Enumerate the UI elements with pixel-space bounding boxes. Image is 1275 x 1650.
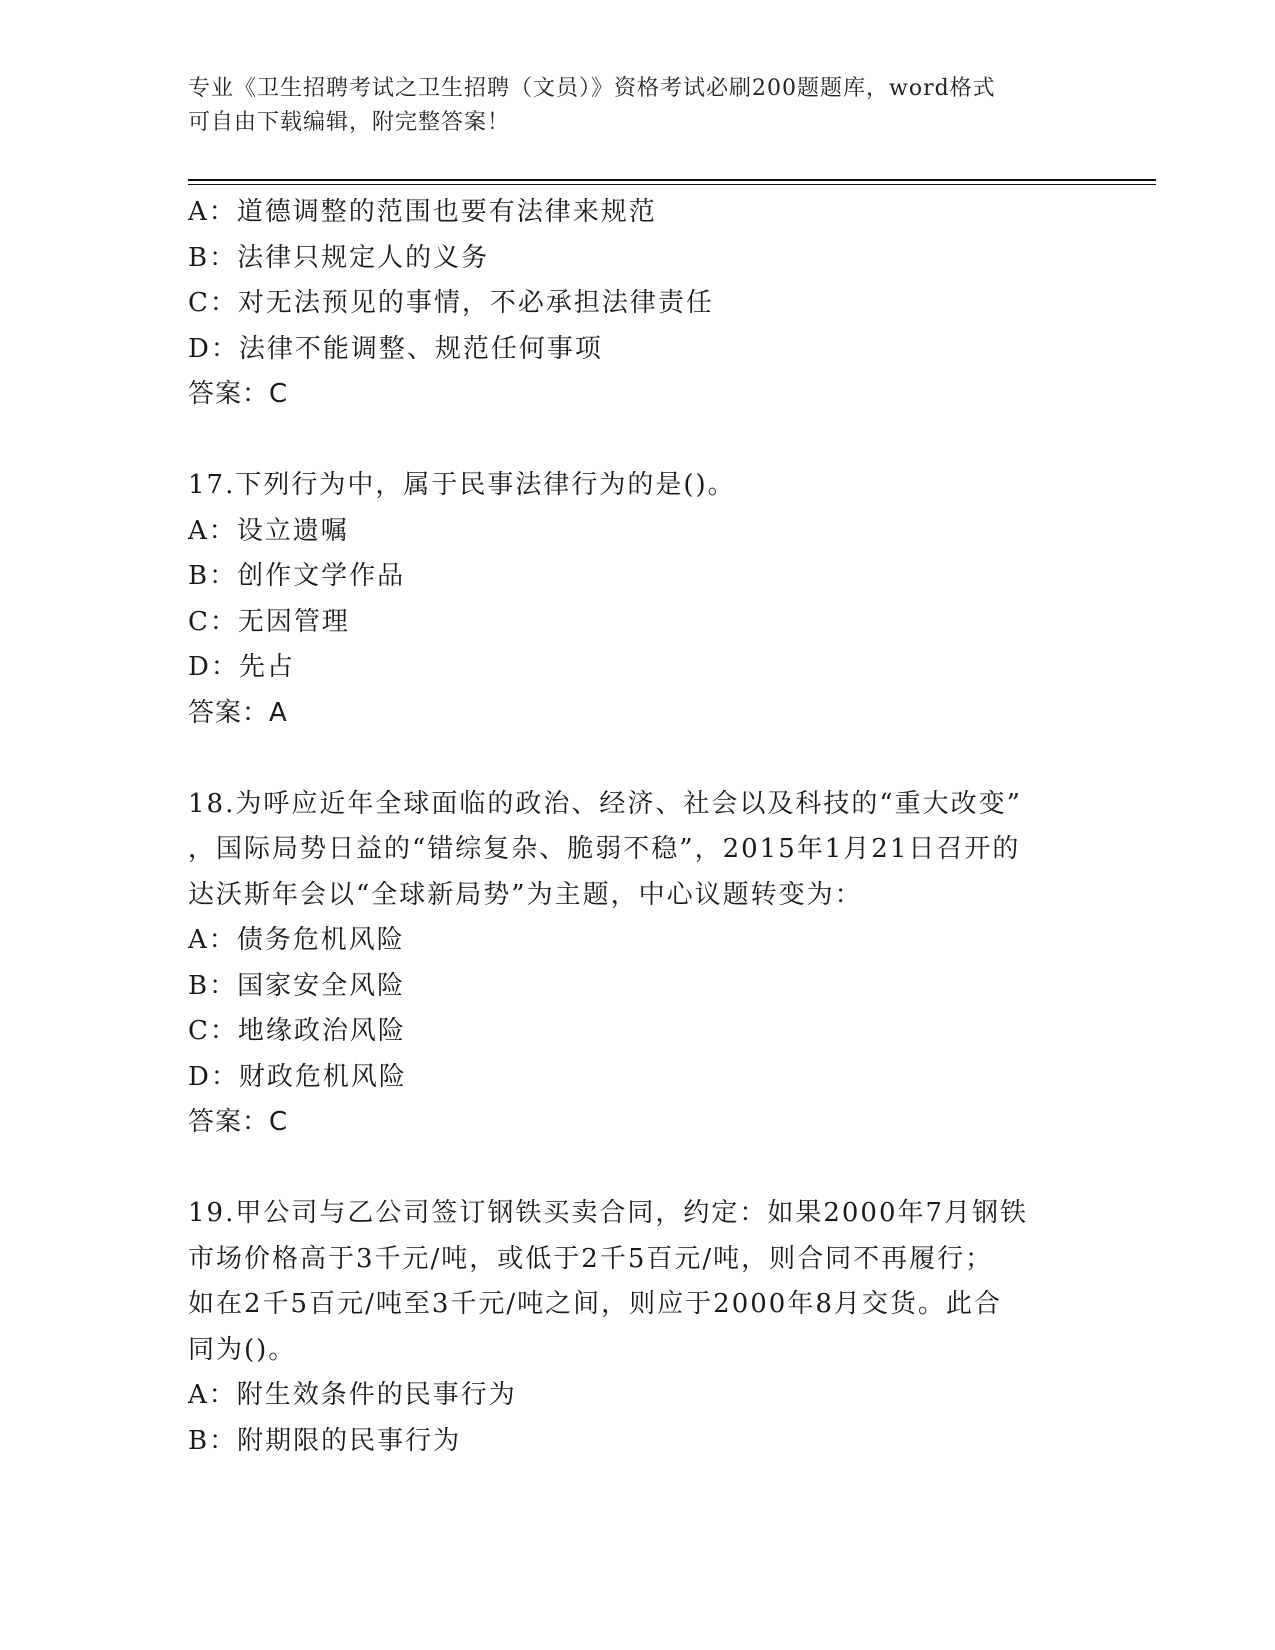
question-stem: ，国际局势日益的“错综复杂、脆弱不稳”，2015年1月21日召开的 <box>188 834 1021 864</box>
header-line: 可自由下载编辑，附完整答案！ <box>188 110 511 135</box>
option-b: B：创作文学作品 <box>188 561 406 591</box>
option-d: D：法律不能调整、规范任何事项 <box>188 333 603 364</box>
option-a: A：附生效条件的民事行为 <box>188 1380 517 1410</box>
option-a: A：道德调整的范围也要有法律来规范 <box>188 197 657 227</box>
answer-line: 答案：C <box>188 379 289 409</box>
question-stem: 18.为呼应近年全球面临的政治、经济、社会以及科技的“重大改变” <box>188 788 1022 819</box>
option-c: C：地缘政治风险 <box>188 1016 406 1046</box>
answer-line: 答案：C <box>188 1107 289 1137</box>
option-a: A：设立遗嘱 <box>188 515 349 546</box>
question-content <box>188 190 1088 1464</box>
header-divider <box>188 179 1156 181</box>
option-b: B：附期限的民事行为 <box>188 1425 462 1456</box>
option-d: D：先占 <box>188 652 295 682</box>
question-stem: 达沃斯年会以“全球新局势”为主题，中心议题转变为： <box>188 879 863 910</box>
option-c: C：对无法预见的事情，不必承担法律责任 <box>188 288 714 318</box>
question-stem: 19.甲公司与乙公司签订钢铁买卖合同，约定：如果2000年7月钢铁 <box>188 1198 1029 1228</box>
option-b: B：法律只规定人的义务 <box>188 242 490 273</box>
question-stem: 市场价格高于3千元/吨，或低于2千5百元/吨，则合同不再履行； <box>188 1243 994 1274</box>
question-stem: 17.下列行为中，属于民事法律行为的是()。 <box>188 470 736 500</box>
option-d: D：财政危机风险 <box>188 1061 407 1092</box>
answer-line: 答案：A <box>188 697 288 728</box>
option-a: A：债务危机风险 <box>188 925 405 955</box>
question-stem: 如在2千5百元/吨至3千元/吨之间，则应于2000年8月交货。此合 <box>188 1289 1002 1319</box>
option-b: B：国家安全风险 <box>188 970 406 1001</box>
header-divider <box>188 184 1156 185</box>
option-c: C：无因管理 <box>188 606 350 637</box>
header-line: 专业《卫生招聘考试之卫生招聘（文员）》资格考试必刷200题题库，word格式 <box>188 76 996 101</box>
document-header <box>188 72 1068 140</box>
question-stem: 同为()。 <box>188 1334 297 1365</box>
